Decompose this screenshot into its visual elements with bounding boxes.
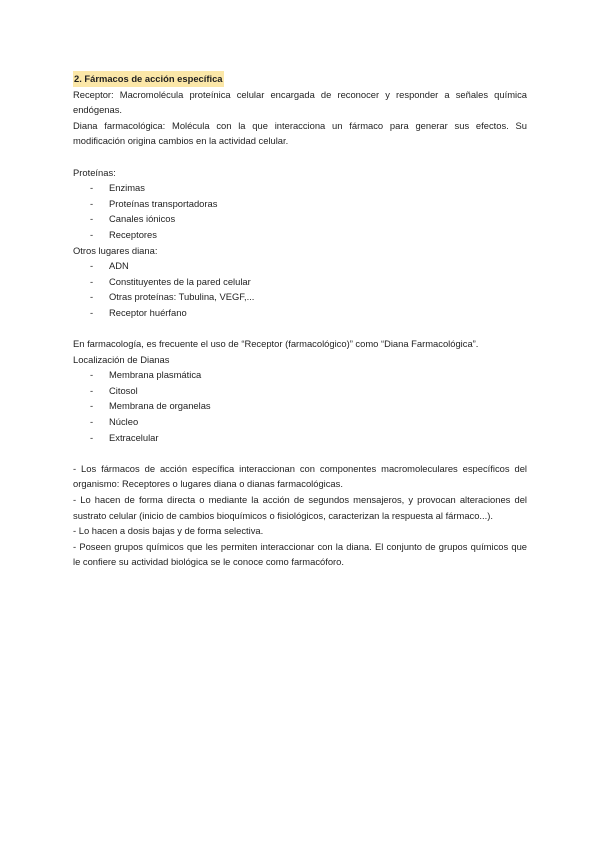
- spacer: [73, 321, 527, 337]
- list-item: [73, 367, 527, 383]
- other-targets-label: Otros lugares diana:: [73, 244, 158, 256]
- list-item-text: Receptor huérfano: [109, 306, 187, 318]
- list-item: [73, 398, 527, 414]
- dash-marker: -: [90, 384, 94, 396]
- list-item-text: Núcleo: [109, 416, 139, 428]
- dash-marker: -: [90, 182, 94, 194]
- localization-list: [73, 367, 527, 445]
- list-item-text: Membrana plasmática: [109, 369, 202, 381]
- list-item: [73, 196, 527, 212]
- dash-marker: -: [90, 228, 94, 240]
- dash-marker: -: [90, 197, 94, 209]
- list-item-text: Citosol: [109, 384, 138, 396]
- dash-marker: -: [90, 291, 94, 303]
- list-item-text: Otras proteínas: Tubulina, VEGF,...: [109, 291, 255, 303]
- section-heading: 2. Fármacos de acción específica: [73, 71, 224, 87]
- dash-marker: -: [90, 369, 94, 381]
- list-item: [73, 274, 527, 290]
- list-item-text: Constituyentes de la pared celular: [109, 275, 251, 287]
- dash-marker: -: [90, 400, 94, 412]
- dash-marker: -: [90, 416, 94, 428]
- list-item: [73, 227, 527, 243]
- dash-marker: -: [90, 260, 94, 272]
- list-item: [73, 383, 527, 399]
- list-item-text: Canales iónicos: [109, 213, 176, 225]
- summary-paragraph: - Los fármacos de acción específica interaccionan con componentes macromoleculares específicos del organismo: Receptores o lugares diana o dianas farmacológicas.: [73, 462, 527, 490]
- receptor-definition: Receptor: Macromolécula proteínica celular encargada de reconocer y responder a señales química endógenas.: [73, 88, 527, 116]
- list-item: [73, 258, 527, 274]
- localization-label: Localización de Dianas: [73, 353, 170, 365]
- list-item: [73, 289, 527, 305]
- dash-marker: -: [90, 431, 94, 443]
- dash-marker: -: [90, 275, 94, 287]
- list-item: [73, 414, 527, 430]
- list-item-text: Proteínas transportadoras: [109, 197, 218, 209]
- list-item-text: Membrana de organelas: [109, 400, 211, 412]
- proteins-label: Proteínas:: [73, 166, 116, 178]
- list-item: [73, 180, 527, 196]
- summary-paragraph: - Poseen grupos químicos que les permiten interaccionar con la diana. El conjunto de grupos químicos que le confiere su actividad biológica se le conoce como farmacóforo.: [73, 540, 527, 568]
- spacer: [73, 149, 527, 165]
- list-item: [73, 305, 527, 321]
- section-heading-line: [73, 71, 527, 87]
- list-item-text: Extracelular: [109, 431, 159, 443]
- target-definition: Diana farmacológica: Molécula con la que interacciona un fármaco para generar sus efectos. Su modificación origina cambios en la actividad celular.: [73, 119, 527, 147]
- pharmacology-note: En farmacología, es frecuente el uso de “Receptor (farmacológico)” como “Diana Farmacológica”.: [73, 338, 479, 350]
- list-item-text: Receptores: [109, 228, 157, 240]
- list-item: [73, 430, 527, 446]
- dash-marker: -: [90, 213, 94, 225]
- other-targets-list: [73, 258, 527, 320]
- summary-paragraph: - Lo hacen a dosis bajas y de forma selectiva.: [73, 525, 264, 537]
- list-item: [73, 211, 527, 227]
- spacer: [73, 445, 527, 461]
- summary-paragraph: - Lo hacen de forma directa o mediante la acción de segundos mensajeros, y provocan alteraciones del sustrato celular (inicio de cambios bioquímicos o fisiológicos, caracterizan la respuesta al fármaco...).: [73, 494, 527, 521]
- list-item-text: ADN: [109, 260, 129, 272]
- list-item-text: Enzimas: [109, 182, 145, 194]
- dash-marker: -: [90, 306, 94, 318]
- proteins-list: [73, 180, 527, 242]
